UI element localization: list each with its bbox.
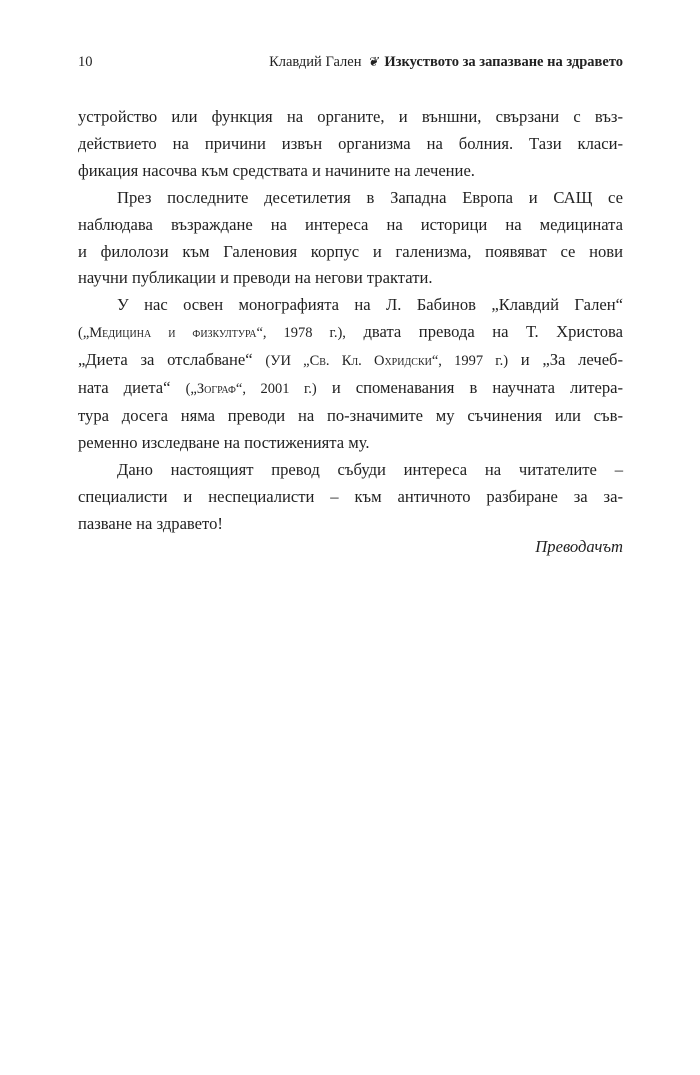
text-line: устройство или функция на органите, и външни, свързани с въз- bbox=[78, 107, 623, 126]
text-fragment: “, 2001 г.) bbox=[235, 381, 317, 398]
text-fragment: („ bbox=[78, 325, 90, 342]
text-fragment: Зограф bbox=[196, 381, 236, 398]
text-fragment: и „За лечеб- bbox=[520, 350, 624, 370]
running-header bbox=[78, 52, 623, 72]
text-fragment: Медицина и физкултура bbox=[89, 325, 257, 342]
text-fragment: ната диета“ bbox=[78, 378, 171, 398]
text-line bbox=[78, 319, 623, 347]
text-line: пазване на здравето! bbox=[78, 513, 223, 533]
text-line: фикация насочва към средствата и начините на лечение. bbox=[78, 160, 475, 180]
text-fragment: “, 1978 г.), bbox=[256, 325, 346, 342]
text-line: тура досега няма преводи на по-значимите му съчинения или съв- bbox=[78, 405, 623, 425]
translator-signature: Преводачът bbox=[535, 537, 623, 556]
text-fragment: и споменавания в научната литера- bbox=[331, 378, 624, 398]
text-line bbox=[78, 347, 623, 375]
text-fragment: “, 1997 г.) bbox=[431, 353, 509, 370]
header-author: Клавдий Гален bbox=[269, 54, 362, 70]
paragraph-2 bbox=[78, 185, 623, 293]
fleuron-ornament-icon: ❦ bbox=[367, 54, 379, 69]
text-fragment: „Диета за отслабване“ bbox=[78, 350, 253, 370]
paragraph-1 bbox=[78, 104, 623, 185]
text-line bbox=[78, 375, 623, 403]
paragraph-4 bbox=[78, 457, 623, 538]
page-number: 10 bbox=[78, 54, 93, 70]
header-right bbox=[269, 52, 623, 72]
text-line: През последните десетилетия в Западна Европа и САЩ се bbox=[117, 187, 623, 207]
text-fragment: (УИ „ bbox=[265, 353, 310, 370]
paragraph-3 bbox=[78, 292, 623, 456]
text-fragment: Св. Кл. Охридски bbox=[309, 353, 432, 370]
text-line: наблюдава възраждане на интереса на историци на медицината bbox=[78, 214, 623, 234]
text-line: и филолози към Галеновия корпус и галенизма, появяват се нови bbox=[78, 241, 623, 261]
text-line: ременно изследване на постиженията му. bbox=[78, 432, 370, 452]
header-title: Изкуството за запазване на здравето bbox=[384, 54, 623, 70]
text-line: научни публикации и преводи на негови трактати. bbox=[78, 268, 433, 288]
body-text bbox=[78, 104, 623, 538]
text-line: специалисти и неспециалисти – към античното разбиране за за- bbox=[78, 486, 623, 506]
text-fragment: („ bbox=[185, 381, 197, 398]
text-fragment: двата превода на Т. Христова bbox=[363, 322, 623, 342]
text-line: У нас освен монографията на Л. Бабинов „Клавдий Гален“ bbox=[117, 295, 623, 315]
text-line: действието на причини извън организма на болния. Тази класи- bbox=[78, 133, 623, 153]
text-line: Дано настоящият превод събуди интереса на читателите – bbox=[117, 459, 623, 479]
